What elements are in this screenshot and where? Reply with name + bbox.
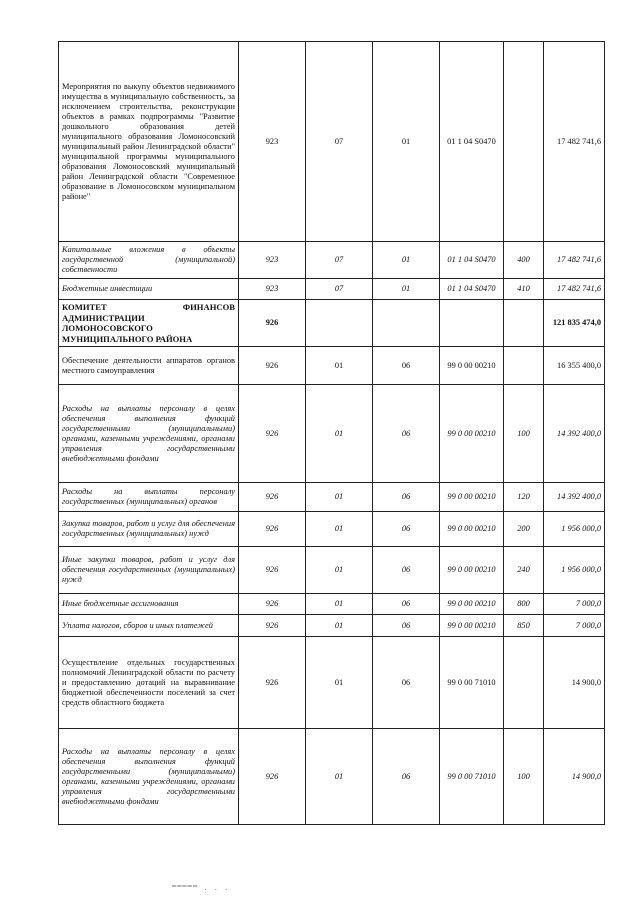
row-rz-code: 01 [306,347,373,385]
row-name: КОМИТЕТ ФИНАНСОВ АДМИНИСТРАЦИИ ЛОМОНОСОВСКОГО МУНИЦИПАЛЬНОГО РАЙОНА [59,300,239,347]
row-gr-code: 926 [239,594,306,615]
table-row [59,279,605,300]
row-rz-code: 01 [306,483,373,512]
table-row [59,594,605,615]
row-rz-code: 07 [306,242,373,279]
table-row [59,547,605,594]
row-gr-code: 923 [239,42,306,242]
row-vr-code: 850 [504,615,544,637]
row-amount: 7 000,0 [544,615,605,637]
row-csr-code: 99 0 00 00210 [440,547,504,594]
row-gr-code: 926 [239,512,306,547]
table-body [59,42,605,825]
row-csr-code: 99 0 00 00210 [440,483,504,512]
table-row [59,347,605,385]
row-rz-code: 01 [306,385,373,483]
budget-table [58,41,605,825]
table-row [59,483,605,512]
row-vr-code: 800 [504,594,544,615]
row-name: Расходы на выплаты персоналу в целях обеспечения выполнения функций государственными (муниципальными) органами, казенными учреждениями, органами управления государственными внебюджетными фондами [59,729,239,825]
row-csr-code: 01 1 04 S0470 [440,42,504,242]
row-csr-code: 99 0 00 00210 [440,615,504,637]
row-amount: 7 000,0 [544,594,605,615]
row-gr-code: 926 [239,300,306,347]
row-gr-code: 926 [239,615,306,637]
row-rz-code: 01 [306,615,373,637]
row-vr-code: 410 [504,279,544,300]
row-name: Капитальные вложения в объекты государственной (муниципальной) собственности [59,242,239,279]
row-amount: 14 392 400,0 [544,385,605,483]
row-vr-code: 100 [504,729,544,825]
row-amount: 17 482 741,6 [544,242,605,279]
row-name: Закупка товаров, работ и услуг для обеспечения государственных (муниципальных) нужд [59,512,239,547]
row-amount: 14 392 400,0 [544,483,605,512]
table-row [59,637,605,729]
row-gr-code: 926 [239,483,306,512]
row-amount: 17 482 741,6 [544,279,605,300]
table-row [59,729,605,825]
row-gr-code: 926 [239,547,306,594]
row-csr-code [440,300,504,347]
row-pr-code: 06 [373,483,440,512]
table-row [59,512,605,547]
row-pr-code: 06 [373,512,440,547]
row-vr-code: 240 [504,547,544,594]
row-rz-code: 01 [306,547,373,594]
row-rz-code: 07 [306,279,373,300]
row-csr-code: 99 0 00 00210 [440,347,504,385]
row-pr-code: 06 [373,347,440,385]
row-name: Уплата налогов, сборов и иных платежей [59,615,239,637]
row-pr-code: 06 [373,729,440,825]
row-csr-code: 99 0 00 00210 [440,512,504,547]
row-vr-code [504,637,544,729]
row-vr-code [504,42,544,242]
row-vr-code: 400 [504,242,544,279]
row-amount: 1 956 000,0 [544,512,605,547]
row-rz-code: 01 [306,729,373,825]
row-rz-code: 01 [306,512,373,547]
row-amount: 14 900,0 [544,637,605,729]
row-amount: 121 835 474,0 [544,300,605,347]
row-pr-code: 06 [373,547,440,594]
row-pr-code [373,300,440,347]
page-footer-mark: ▔▔▔▔▔ · · · [172,886,230,894]
table-row [59,385,605,483]
row-csr-code: 99 0 00 00210 [440,385,504,483]
row-amount: 1 956 000,0 [544,547,605,594]
table-row [59,615,605,637]
row-rz-code: 01 [306,594,373,615]
row-gr-code: 923 [239,279,306,300]
row-gr-code: 926 [239,347,306,385]
row-rz-code [306,300,373,347]
row-rz-code: 01 [306,637,373,729]
row-name: Иные закупки товаров, работ и услуг для обеспечения государственных (муниципальных) нужд [59,547,239,594]
row-csr-code: 01 1 04 S0470 [440,242,504,279]
row-vr-code: 100 [504,385,544,483]
table-row [59,42,605,242]
row-name: Мероприятия по выкупу объектов недвижимого имущества в муниципальную собственность, за исключением строительства, реконструкции объектов в рамках подпрограммы "Развитие дошкольного образования детей муниципального образования Ломоносовский муниципальный район Ленинградской области" муниципальной программы муниципального образования Ломоносовский муниципальный район Ленинградской области "Современное образование в Ломоносовском муниципальном районе" [59,42,239,242]
row-vr-code [504,300,544,347]
row-gr-code: 926 [239,729,306,825]
row-name: Осуществление отдельных государственных полномочий Ленинградской области по расчету и предоставлению дотаций на выравнивание бюджетной обеспеченности поселений за счет средств областного бюджета [59,637,239,729]
row-pr-code: 01 [373,42,440,242]
row-name: Расходы на выплаты персоналу государственных (муниципальных) органов [59,483,239,512]
row-name: Иные бюджетные ассигнования [59,594,239,615]
row-gr-code: 923 [239,242,306,279]
row-csr-code: 99 0 00 71010 [440,637,504,729]
row-csr-code: 01 1 04 S0470 [440,279,504,300]
row-amount: 14 900,0 [544,729,605,825]
row-vr-code [504,347,544,385]
table-row [59,242,605,279]
row-amount: 16 355 400,0 [544,347,605,385]
row-vr-code: 120 [504,483,544,512]
row-pr-code: 06 [373,594,440,615]
row-pr-code: 01 [373,279,440,300]
row-amount: 17 482 741,6 [544,42,605,242]
row-name: Бюджетные инвестиции [59,279,239,300]
row-pr-code: 06 [373,615,440,637]
row-pr-code: 06 [373,385,440,483]
row-rz-code: 07 [306,42,373,242]
row-name: Расходы на выплаты персоналу в целях обеспечения выполнения функций государственными (муниципальными) органами, казенными учреждениями, органами управления государственными внебюджетными фондами [59,385,239,483]
table-row [59,300,605,347]
row-pr-code: 06 [373,637,440,729]
row-csr-code: 99 0 00 71010 [440,729,504,825]
row-gr-code: 926 [239,385,306,483]
row-pr-code: 01 [373,242,440,279]
row-vr-code: 200 [504,512,544,547]
row-csr-code: 99 0 00 00210 [440,594,504,615]
row-name: Обеспечение деятельности аппаратов органов местного самоуправления [59,347,239,385]
row-gr-code: 926 [239,637,306,729]
